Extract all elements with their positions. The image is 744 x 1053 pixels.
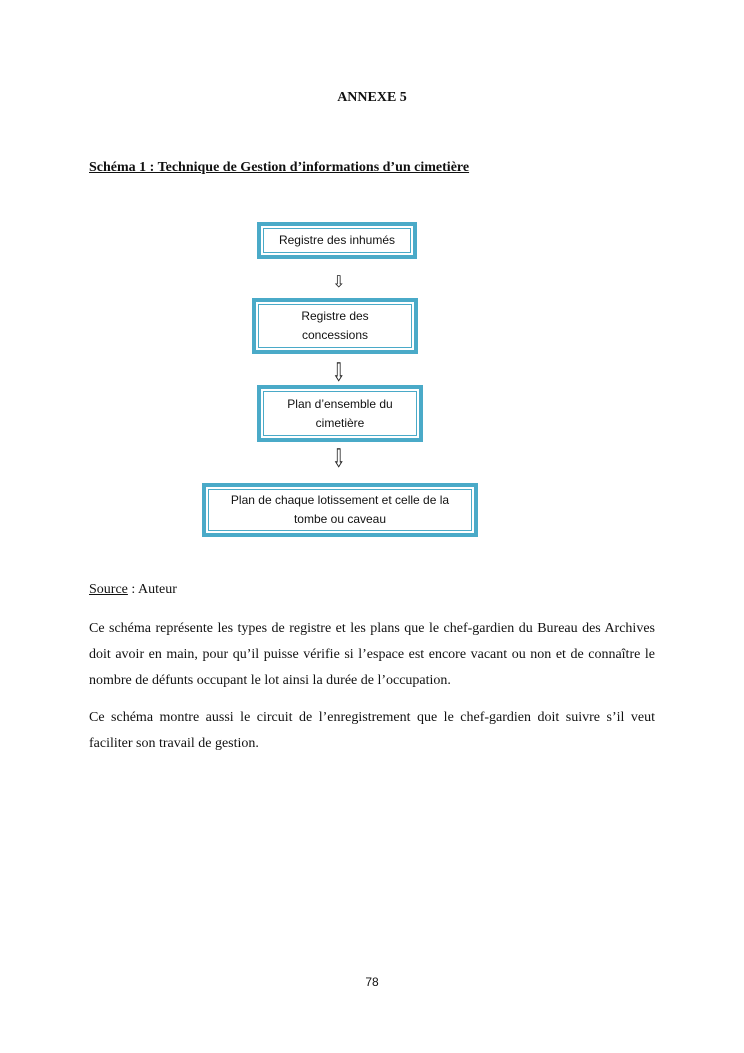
- paragraph-1: Ce schéma représente les types de registre et les plans que le chef-gardien du Bureau des Archives doit avoir en main, pour qu’il puisse vérifie si l’espace est encore vacant ou non et de connaître le nombre de défunts occupant le lot ainsi la durée de l’occupation.: [89, 621, 655, 688]
- source-line: [89, 582, 177, 598]
- paragraph-2: Ce schéma montre aussi le circuit de l’enregistrement que le chef-gardien doit suivre s’il veut faciliter son travail de gestion.: [89, 710, 655, 751]
- box-label: Registre des inhumés: [278, 233, 396, 247]
- page-number: 78: [365, 975, 379, 989]
- down-arrow-icon: ⇩: [332, 442, 346, 474]
- box-plan-ensemble: [257, 385, 423, 442]
- down-arrow-icon: ⇩: [332, 356, 346, 388]
- annex-title: ANNEXE 5: [337, 90, 407, 105]
- source-value: : Auteur: [127, 582, 177, 597]
- box-label: Registre des concessions: [301, 309, 369, 342]
- box-registre-concessions: [252, 298, 418, 354]
- source-label: Source: [89, 582, 128, 597]
- box-plan-lotissement: [202, 483, 478, 537]
- down-arrow-icon: ⇩: [332, 272, 346, 291]
- schema-title: Schéma 1 : Technique de Gestion d’informations d’un cimetière: [89, 160, 470, 175]
- box-label: Plan de chaque lotissement et celle de la tombe ou caveau: [230, 493, 450, 526]
- box-label: Plan d’ensemble du cimetière: [287, 396, 393, 430]
- box-registre-inhumes: [257, 222, 417, 259]
